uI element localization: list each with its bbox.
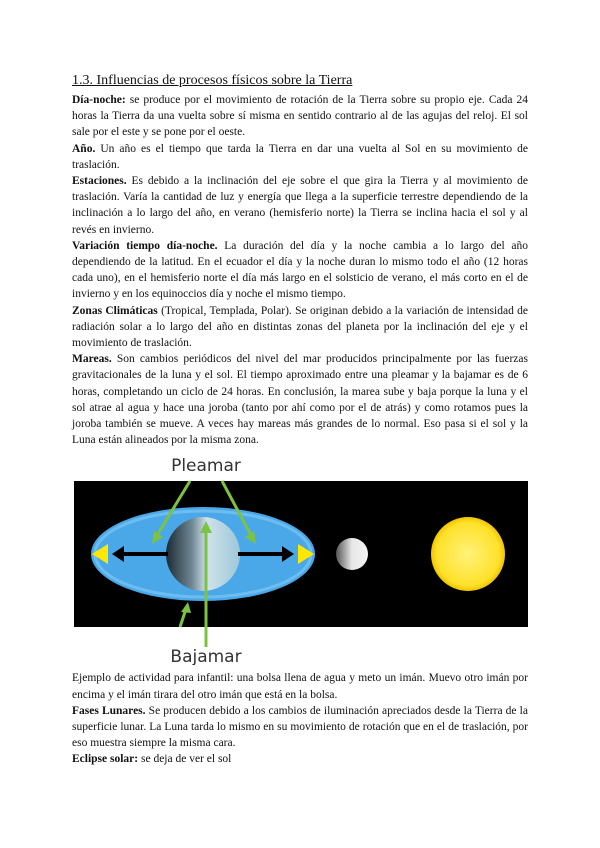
paragraph-dia-noche xyxy=(72,92,528,141)
document-content xyxy=(72,72,528,768)
body-text: Son cambios periódicos del nivel del mar producidos principalmente por las fuerzas gravitacionales de la luna y el sol. El tiempo aproximado entre una pleamar y la bajamar es de 6 horas, completando un ciclo de 24 horas. En conclusión, la marea sube y baja porque la luna y el sol atrae al agua y hace una joroba (tanto por ahí como por el de atrás) y como rotamos pues la joroba también se mueve. A veces hay mareas más grandes de lo normal. Eso pasa si el sol y la Luna están alineados por la misma zona. xyxy=(72,353,528,447)
label-bajamar: Bajamar xyxy=(170,647,242,666)
term: Variación tiempo día-noche. xyxy=(72,239,218,252)
term: Estaciones. xyxy=(72,175,127,188)
body-text: Es debido a la inclinación del eje sobre el que gira la Tierra y al movimiento de traslación. Varía la cantidad de luz y energía que llega a la superficie terrestre dependiendo de la inclinación a lo largo del año, en verano (hemisferio norte) la Tierra se inclina hacia el sol y al revés en invierno. xyxy=(72,175,528,236)
tides-figure xyxy=(72,451,528,665)
body-text: Se producen debido a los cambios de iluminación apreciados desde la Tierra de la superficie lunar. La Luna tarda lo mismo en su movimiento de rotación que en el de traslación, por eso muestra siempre la misma cara. xyxy=(72,704,528,750)
term: Eclipse solar: xyxy=(72,753,139,766)
term: Zonas Climáticas xyxy=(72,304,158,317)
moon xyxy=(336,538,368,570)
paragraph-ano xyxy=(72,141,528,173)
term: Mareas. xyxy=(72,353,112,366)
paragraph-estaciones xyxy=(72,173,528,238)
paragraph-zonas xyxy=(72,303,528,352)
body-text: (Tropical, Templada, Polar). Se originan debido a la variación de intensidad de radiación solar a lo largo del año en distintas zonas del planeta por la inclinación del eje y el movimiento de traslación. xyxy=(72,304,528,350)
body-text: Ejemplo de actividad para infantil: una bolsa llena de agua y meto un imán. Muevo otro imán por encima y el imán tirara del otro imán que está en la bolsa. xyxy=(72,672,528,701)
paragraph-variacion xyxy=(72,238,528,303)
paragraph-fases-lunares xyxy=(72,703,528,752)
paragraph-actividad xyxy=(72,670,528,702)
tides-diagram xyxy=(72,451,528,665)
sun xyxy=(431,517,505,591)
term: Fases Lunares. xyxy=(72,704,146,717)
section-title: 1.3. Influencias de procesos físicos sobre la Tierra xyxy=(72,73,353,88)
term: Año. xyxy=(72,142,96,155)
paragraph-mareas xyxy=(72,351,528,448)
body-text: La duración del día y la noche cambia a lo largo del año dependiendo de la latitud. En el ecuador el día y la noche duran lo mismo todo el año (12 horas cada uno), en el hemisferio norte el día más largo en el solsticio de verano, el más corto en el de invierno y en los equinoccios día y noche el mismo tiempo. xyxy=(72,239,528,301)
body-text: se deja de ver el sol xyxy=(138,753,232,766)
term: Día-noche: xyxy=(72,94,126,106)
paragraph-eclipse xyxy=(72,751,528,767)
body-text: se produce por el movimiento de rotación de la Tierra sobre su propio eje. Cada 24 horas la Tierra da una vuelta sobre sí misma en sentido contrario al de las agujas del reloj. El sol sale por el este y se pone por el oeste. xyxy=(72,94,528,139)
body-text: Un año es el tiempo que tarda la Tierra en dar una vuelta al Sol en su movimiento de traslación. xyxy=(72,142,528,171)
label-pleamar: Pleamar xyxy=(171,456,241,477)
